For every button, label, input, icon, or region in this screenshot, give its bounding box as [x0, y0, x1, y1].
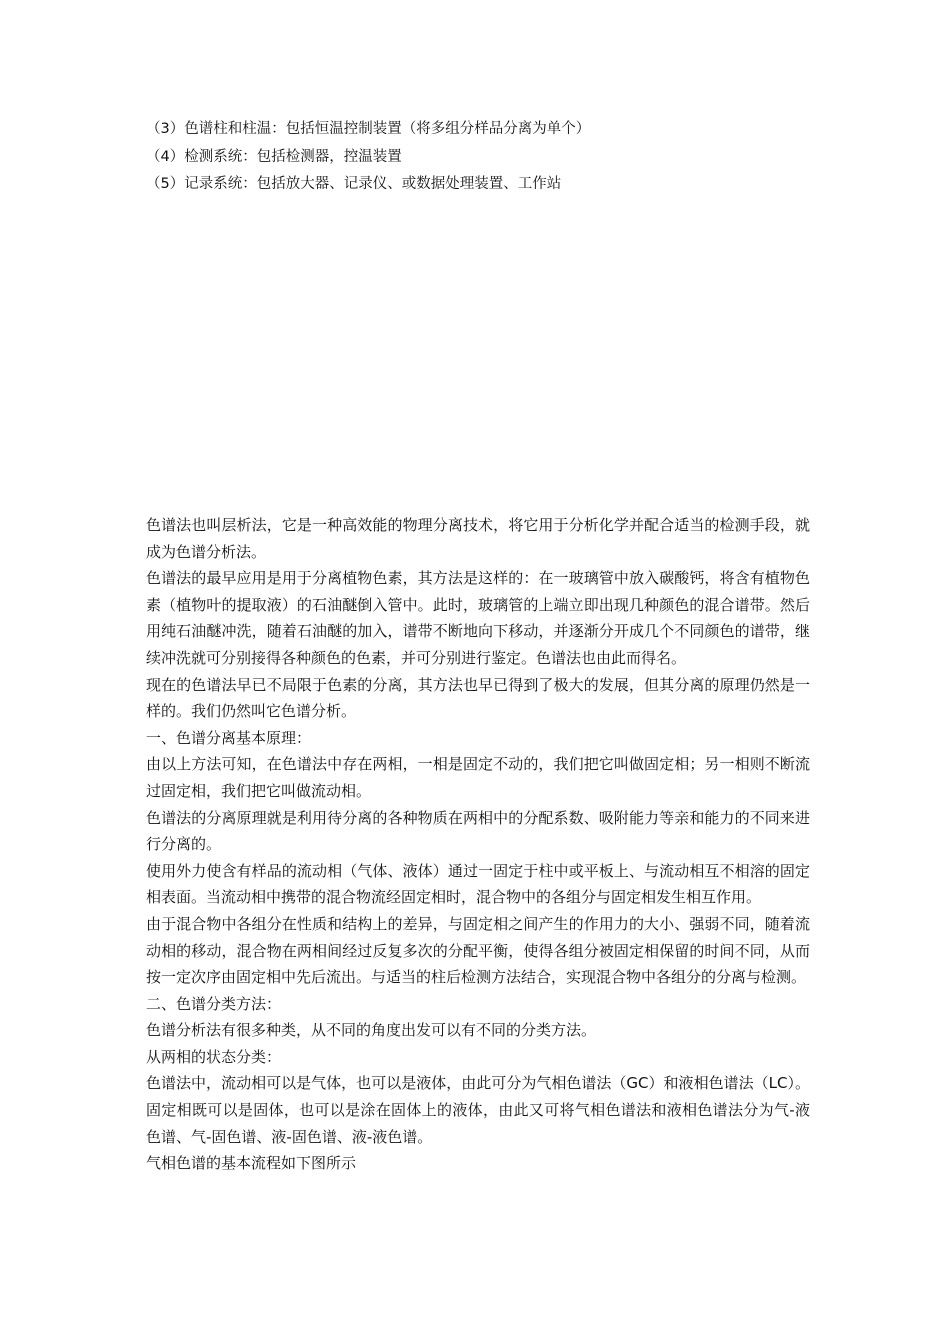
paragraph: 由于混合物中各组分在性质和结构上的差异，与固定相之间产生的作用力的大小、强弱不同，随着流动相的移动，混合物在两相间经过反复多次的分配平衡，使得各组分被固定相保留的时间不同，从而按一定次序由固定相中先后流出。与适当的柱后检测方法结合，实现混合物中各组分的分离与检测。 [146, 914, 810, 987]
paragraph: 现在的色谱法早已不局限于色素的分离，其方法也早已得到了极大的发展，但其分离的原理仍然是一样的。我们仍然叫它色谱分析。 [146, 675, 810, 721]
subheading: 从两相的状态分类： [146, 1047, 282, 1066]
paragraph: 使用外力使含有样品的流动相（气体、液体）通过一固定于柱中或平板上、与流动相互不相溶的固定相表面。当流动相中携带的混合物流经固定相时，混合物中的各组分与固定相发生相互作用。 [146, 861, 810, 907]
list-item: （4）检测系统：包括检测器，控温装置 [146, 148, 402, 165]
component-list [146, 116, 826, 199]
list-item: （3）色谱柱和柱温：包括恒温控制装置（将多组分样品分离为单个） [146, 121, 591, 137]
section-heading: 二、色谱分类方法： [146, 994, 282, 1013]
paragraph: 气相色谱的基本流程如下图所示 [146, 1154, 357, 1173]
list-item: （5）记录系统：包括放大器、记录仪、或数据处理装置、工作站 [146, 176, 562, 192]
paragraph: 由以上方法可知，在色谱法中存在两相，一相是固定不动的，我们把它叫做固定相；另一相则不断流过固定相，我们把它叫做流动相。 [146, 755, 810, 800]
paragraph: 色谱法中，流动相可以是气体，也可以是液体，由此可分为气相色谱法（GC）和液相色谱法（LC）。固定相既可以是固体，也可以是涂在固体上的液体，由此又可将气相色谱法和液相色谱法分为气-液色谱、气-固色谱、液-固色谱、液-液色谱。 [146, 1074, 810, 1146]
section-heading: 一、色谱分离基本原理： [146, 728, 312, 747]
paragraph: 色谱法的分离原理就是利用待分离的各种物质在两相中的分配系数、吸附能力等亲和能力的不同来进行分离的。 [146, 808, 810, 854]
paragraph: 色谱法的最早应用是用于分离植物色素，其方法是这样的：在一玻璃管中放入碳酸钙，将含有植物色素（植物叶的提取液）的石油醚倒入管中。此时，玻璃管的上端立即出现几种颜色的混合谱带。然后用纯石油醚冲洗，随着石油醚的加入，谱带不断地向下移动，并逐渐分开成几个不同颜色的谱带，继续冲洗就可分别接得各种颜色的色素，并可分别进行鉴定。色谱法也由此而得名。 [146, 569, 810, 667]
paragraph: 色谱分析法有很多种类，从不同的角度出发可以有不同的分类方法。 [146, 1021, 597, 1040]
paragraph: 色谱法也叫层析法，它是一种高效能的物理分离技术，将它用于分析化学并配合适当的检测手段，就成为色谱分析法。 [146, 516, 810, 561]
body-text [146, 512, 810, 1177]
